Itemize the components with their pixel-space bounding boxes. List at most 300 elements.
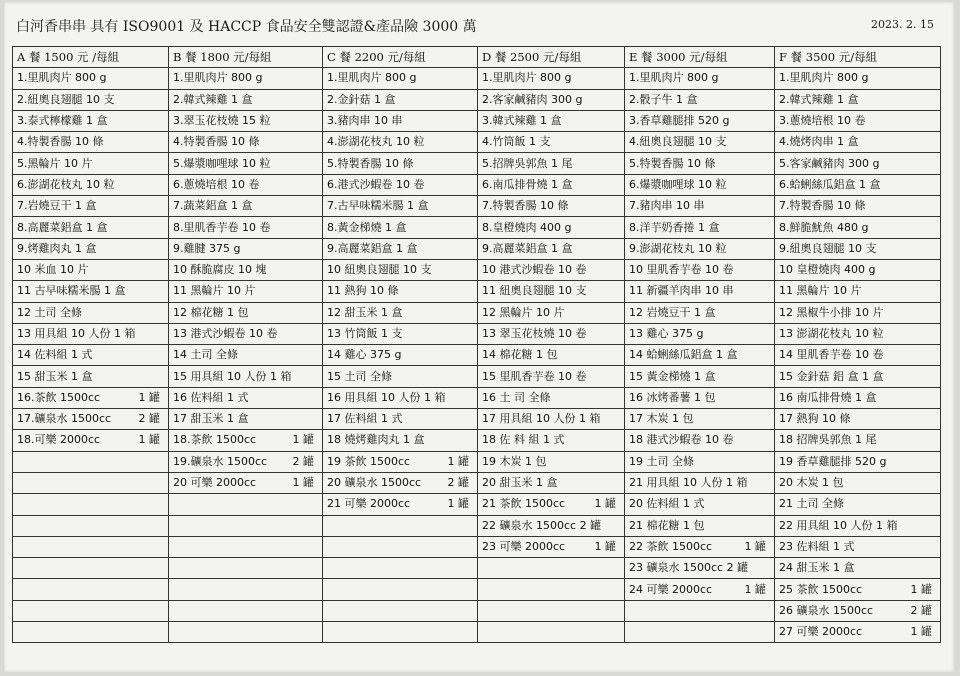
menu-item: [625, 472, 775, 493]
item-text: 4.澎湖花枝丸 10 粒: [327, 135, 425, 149]
menu-item: [169, 387, 323, 408]
item-text: 6.港式沙蝦卷 10 卷: [327, 177, 425, 191]
set-heading: B 餐 1800 元/每組: [169, 47, 323, 68]
table-row: [13, 217, 941, 238]
table-row: [13, 515, 941, 536]
set-heading: F 餐 3500 元/每組: [775, 47, 941, 68]
item-text: 16 土 司 全條: [482, 390, 551, 404]
item-text: 16 佐料組 1 式: [173, 390, 249, 404]
item-text: 15 土司 全條: [327, 369, 392, 383]
item-text: 20 礦泉水 1500cc: [327, 476, 422, 490]
item-text: 20 木炭 1 包: [779, 476, 844, 490]
menu-item: [478, 536, 625, 557]
menu-item: [775, 494, 941, 515]
empty-cell: [13, 451, 169, 472]
item-text: 14 蛤蜊絲瓜鋁盒 1 盒: [629, 348, 738, 362]
menu-item: [169, 110, 323, 131]
item-text: 20 甜玉米 1 盒: [482, 476, 558, 490]
item-text: 1.里肌肉片 800 g: [17, 71, 107, 85]
menu-item: [775, 302, 941, 323]
item-text: 8.皇橙燒肉 400 g: [482, 220, 572, 234]
menu-item: [323, 451, 478, 472]
item-text: 19 茶飲 1500cc: [327, 454, 411, 468]
item-text: 15 甜玉米 1 盒: [17, 369, 93, 383]
item-text: 10 里肌香芋卷 10 卷: [629, 263, 734, 277]
empty-cell: [478, 558, 625, 579]
item-text: 5.黑輪片 10 片: [17, 156, 93, 170]
menu-item: [775, 89, 941, 110]
item-text: 11 新疆羊肉串 10 串: [629, 284, 734, 298]
item-text: 21 棉花糖 1 包: [629, 518, 705, 532]
item-text: 5.特製香腸 10 條: [629, 156, 716, 170]
item-text: 4.特製香腸 10 條: [173, 135, 260, 149]
menu-item: [775, 196, 941, 217]
table-row: [13, 259, 941, 280]
menu-item: [478, 238, 625, 259]
menu-item: [478, 281, 625, 302]
item-text: 19 香草雞腿排 520 g: [779, 454, 887, 468]
table-row: [13, 174, 941, 195]
item-text: 17 用具組 10 人份 1 箱: [482, 412, 601, 426]
item-quantity: 1 罐: [744, 539, 766, 553]
table-row: [13, 387, 941, 408]
menu-item: [323, 387, 478, 408]
menu-item: [478, 89, 625, 110]
menu-item: [625, 323, 775, 344]
menu-item: [775, 345, 941, 366]
empty-cell: [169, 494, 323, 515]
item-text: 1.里肌肉片 800 g: [629, 71, 719, 85]
item-text: 19 木炭 1 包: [482, 454, 547, 468]
menu-item: [478, 409, 625, 430]
menu-item: [323, 153, 478, 174]
item-text: 4.燒烤肉串 1 盒: [779, 135, 859, 149]
item-text: 8.鮮脆魷魚 480 g: [779, 220, 869, 234]
table-row: [13, 600, 941, 621]
menu-item: [478, 217, 625, 238]
item-text: 13 用具組 10 人份 1 箱: [17, 327, 136, 340]
menu-item: [323, 110, 478, 131]
item-text: 12 黑輪片 10 片: [482, 305, 565, 319]
item-text: 12 甜玉米 1 盒: [327, 305, 403, 319]
item-text: 14 佐料組 1 式: [17, 348, 93, 362]
item-text: 11 黑輪片 10 片: [173, 284, 256, 298]
set-heading: E 餐 3000 元/每組: [625, 47, 775, 68]
menu-item: [169, 132, 323, 153]
table-row: [13, 302, 941, 323]
item-text: 23 礦泉水 1500cc 2 罐: [629, 561, 749, 575]
table-row: [13, 153, 941, 174]
table-row: [13, 409, 941, 430]
menu-item: [625, 153, 775, 174]
item-text: 6.澎湖花枝丸 10 粒: [17, 177, 115, 191]
item-text: 11 黑輪片 10 片: [779, 284, 862, 298]
item-text: 18.可樂 2000cc: [17, 433, 101, 447]
menu-item: [625, 132, 775, 153]
item-text: 18 佐 料 組 1 式: [482, 433, 565, 447]
table-row: [13, 430, 941, 451]
menu-item: [478, 345, 625, 366]
item-text: 23 可樂 2000cc: [482, 539, 566, 553]
item-text: 7.古早味糯米腸 1 盒: [327, 199, 429, 213]
item-text: 23 佐料組 1 式: [779, 539, 855, 553]
item-text: 8.洋芋奶香捲 1 盒: [629, 220, 720, 234]
item-text: 4.特製香腸 10 條: [17, 135, 104, 149]
menu-item: [478, 132, 625, 153]
menu-item: [775, 174, 941, 195]
menu-item: [775, 536, 941, 557]
menu-item: [169, 238, 323, 259]
menu-item: [775, 409, 941, 430]
sheet-header: [14, 16, 944, 40]
menu-item: [323, 430, 478, 451]
menu-item: [323, 366, 478, 387]
empty-cell: [169, 622, 323, 643]
item-text: 1.里肌肉片 800 g: [779, 71, 869, 85]
menu-item: [775, 217, 941, 238]
item-text: 8.高麗菜鋁盒 1 盒: [17, 220, 108, 234]
item-text: 15 黃金梯燒 1 盒: [629, 369, 716, 383]
set-heading: C 餐 2200 元/每組: [323, 47, 478, 68]
menu-item: [323, 68, 478, 89]
menu-item: [478, 387, 625, 408]
menu-item: [625, 451, 775, 472]
item-text: 1.里肌肉片 800 g: [482, 71, 572, 85]
menu-item: [625, 366, 775, 387]
item-text: 18 港式沙蝦卷 10 卷: [629, 433, 734, 447]
item-text: 5.特製香腸 10 條: [327, 156, 414, 170]
table-row: [13, 622, 941, 643]
empty-cell: [169, 600, 323, 621]
empty-cell: [323, 579, 478, 600]
menu-item: [169, 217, 323, 238]
item-text: 4.紐奧良翅腿 10 支: [629, 135, 727, 149]
item-text: 3.蔥燒培根 10 卷: [779, 114, 866, 128]
item-text: 18 招牌吳郭魚 1 尾: [779, 433, 877, 447]
table-row: [13, 451, 941, 472]
item-text: 11 古早味糯米腸 1 盒: [17, 284, 126, 298]
item-text: 8.里肌香芋卷 10 卷: [173, 220, 271, 234]
menu-item: [13, 153, 169, 174]
table-row: [13, 366, 941, 387]
menu-item: [478, 259, 625, 280]
menu-item: [323, 132, 478, 153]
menu-item: [13, 259, 169, 280]
menu-item: [323, 174, 478, 195]
item-text: 17 佐料組 1 式: [327, 412, 403, 426]
item-text: 27 可樂 2000cc: [779, 625, 863, 639]
menu-item: [169, 302, 323, 323]
empty-cell: [13, 494, 169, 515]
item-quantity: 1 罐: [447, 454, 469, 468]
item-text: 12 岩燒豆干 1 盒: [629, 305, 716, 319]
table-row: [13, 558, 941, 579]
item-text: 13 竹筒飯 1 支: [327, 327, 403, 340]
item-text: 17 熱狗 10 條: [779, 412, 851, 426]
menu-item: [13, 110, 169, 131]
menu-item: [625, 302, 775, 323]
menu-item: [775, 600, 941, 621]
item-text: 16 用具組 10 人份 1 箱: [327, 390, 446, 404]
item-text: 2.韓式辣雞 1 盒: [779, 92, 859, 106]
item-text: 18.茶飲 1500cc: [173, 433, 257, 447]
item-text: 7.豬肉串 10 串: [629, 199, 705, 213]
menu-item: [775, 387, 941, 408]
table-row: [13, 89, 941, 110]
menu-item: [13, 89, 169, 110]
item-text: 12 黑椒牛小排 10 片: [779, 305, 884, 319]
item-text: 25 茶飲 1500cc: [779, 582, 863, 596]
menu-item: [625, 430, 775, 451]
item-text: 11 熱狗 10 條: [327, 284, 399, 298]
menu-item: [625, 536, 775, 557]
empty-cell: [13, 472, 169, 493]
item-text: 6.蔥燒培根 10 卷: [173, 177, 260, 191]
menu-item: [169, 472, 323, 493]
table-row: [13, 110, 941, 131]
item-text: 9.紐奧良翅腿 10 支: [779, 241, 877, 255]
menu-item: [625, 238, 775, 259]
item-text: 1.里肌肉片 800 g: [173, 71, 263, 85]
menu-item: [169, 366, 323, 387]
item-text: 8.黃金梯燒 1 盒: [327, 220, 407, 234]
menu-item: [625, 515, 775, 536]
item-text: 17 甜玉米 1 盒: [173, 412, 249, 426]
item-text: 20 可樂 2000cc: [173, 476, 257, 490]
menu-item: [323, 302, 478, 323]
item-text: 9.雞腱 375 g: [173, 241, 241, 255]
menu-item: [775, 366, 941, 387]
menu-item: [169, 89, 323, 110]
item-text: 22 用具組 10 人份 1 箱: [779, 518, 898, 532]
item-text: 14 里肌香芋卷 10 卷: [779, 348, 884, 362]
item-text: 22 茶飲 1500cc: [629, 539, 713, 553]
item-text: 24 甜玉米 1 盒: [779, 561, 855, 575]
item-text: 6.爆漿咖哩球 10 粒: [629, 177, 727, 191]
menu-item: [478, 323, 625, 344]
menu-item: [625, 579, 775, 600]
item-text: 20 佐料組 1 式: [629, 497, 705, 511]
menu-item: [323, 89, 478, 110]
item-text: 10 米血 10 片: [17, 263, 89, 277]
item-text: 6.南瓜排骨燒 1 盒: [482, 177, 573, 191]
table-row: [13, 472, 941, 493]
menu-item: [169, 196, 323, 217]
date-label: 2023. 2. 15: [871, 18, 934, 31]
item-quantity: 1 罐: [594, 539, 616, 553]
menu-item: [13, 345, 169, 366]
empty-cell: [625, 600, 775, 621]
item-text: 2.客家鹹豬肉 300 g: [482, 92, 583, 106]
empty-cell: [13, 558, 169, 579]
item-quantity: 1 罐: [594, 497, 616, 511]
menu-item: [775, 515, 941, 536]
empty-cell: [323, 536, 478, 557]
empty-cell: [478, 622, 625, 643]
item-quantity: 1 罐: [447, 497, 469, 511]
menu-item: [323, 259, 478, 280]
menu-item: [478, 515, 625, 536]
menu-item: [775, 430, 941, 451]
menu-item: [775, 68, 941, 89]
menu-item: [775, 451, 941, 472]
menu-item: [169, 451, 323, 472]
empty-cell: [478, 579, 625, 600]
empty-cell: [169, 515, 323, 536]
item-text: 14 棉花糖 1 包: [482, 348, 558, 362]
menu-item: [13, 68, 169, 89]
menu-item: [478, 451, 625, 472]
menu-item: [775, 579, 941, 600]
table-row: [13, 494, 941, 515]
menu-item: [775, 110, 941, 131]
item-text: 9.高麗菜鋁盒 1 盒: [482, 241, 573, 255]
empty-cell: [169, 579, 323, 600]
item-text: 1.里肌肉片 800 g: [327, 71, 417, 85]
menu-item: [169, 409, 323, 430]
table-row: [13, 579, 941, 600]
item-text: 13 雞心 375 g: [629, 327, 704, 340]
empty-cell: [13, 536, 169, 557]
menu-item: [775, 281, 941, 302]
menu-item: [323, 281, 478, 302]
item-text: 5.客家鹹豬肉 300 g: [779, 156, 880, 170]
menu-item: [625, 110, 775, 131]
menu-item: [169, 323, 323, 344]
menu-item: [169, 153, 323, 174]
menu-item: [478, 174, 625, 195]
item-text: 21 土司 全條: [779, 497, 844, 511]
menu-item: [13, 174, 169, 195]
menu-item: [169, 345, 323, 366]
menu-item: [13, 430, 169, 451]
item-text: 21 可樂 2000cc: [327, 497, 411, 511]
menu-item: [625, 345, 775, 366]
menu-item: [625, 409, 775, 430]
menu-item: [775, 472, 941, 493]
table-row: [13, 536, 941, 557]
menu-item: [625, 174, 775, 195]
menu-item: [478, 153, 625, 174]
item-text: 7.特製香腸 10 條: [779, 199, 866, 213]
item-text: 2.骰子牛 1 盒: [629, 92, 698, 106]
item-text: 9.烤雞肉丸 1 盒: [17, 241, 97, 255]
menu-item: [775, 259, 941, 280]
menu-item: [478, 430, 625, 451]
menu-item: [169, 174, 323, 195]
menu-item: [323, 472, 478, 493]
menu-item: [478, 68, 625, 89]
menu-item: [13, 366, 169, 387]
item-text: 7.特製香腸 10 條: [482, 199, 569, 213]
menu-item: [775, 153, 941, 174]
menu-item: [323, 345, 478, 366]
item-quantity: 2 罐: [447, 476, 469, 490]
menu-item: [13, 132, 169, 153]
menu-item: [625, 68, 775, 89]
menu-item: [323, 196, 478, 217]
menu-item: [478, 366, 625, 387]
item-text: 10 港式沙蝦卷 10 卷: [482, 263, 587, 277]
menu-item: [478, 472, 625, 493]
item-quantity: 1 罐: [138, 433, 160, 447]
menu-item: [775, 558, 941, 579]
item-text: 19.礦泉水 1500cc: [173, 454, 268, 468]
item-text: 18 燒烤雞肉丸 1 盒: [327, 433, 425, 447]
item-text: 12 土司 全條: [17, 305, 82, 319]
item-text: 21 用具組 10 人份 1 箱: [629, 476, 748, 490]
table-row: [13, 132, 941, 153]
item-text: 15 用具組 10 人份 1 箱: [173, 369, 292, 383]
table-row: [13, 281, 941, 302]
menu-item: [478, 110, 625, 131]
item-text: 12 棉花糖 1 包: [173, 305, 249, 319]
menu-item: [323, 323, 478, 344]
empty-cell: [13, 622, 169, 643]
item-text: 16.茶飲 1500cc: [17, 390, 101, 404]
item-text: 9.澎湖花枝丸 10 粒: [629, 241, 727, 255]
menu-item: [13, 323, 169, 344]
menu-item: [323, 409, 478, 430]
menu-item: [625, 387, 775, 408]
item-quantity: 1 罐: [910, 582, 932, 596]
item-text: 3.豬肉串 10 串: [327, 114, 403, 128]
item-quantity: 2 罐: [910, 603, 932, 617]
item-quantity: 1 罐: [138, 390, 160, 404]
menu-item: [625, 281, 775, 302]
menu-item: [478, 494, 625, 515]
item-text: 26 礦泉水 1500cc: [779, 603, 874, 617]
empty-cell: [13, 515, 169, 536]
menu-item: [323, 494, 478, 515]
table-row: [13, 68, 941, 89]
empty-cell: [478, 600, 625, 621]
item-text: 5.招牌吳郭魚 1 尾: [482, 156, 573, 170]
menu-item: [13, 409, 169, 430]
item-text: 4.竹筒飯 1 支: [482, 135, 551, 149]
empty-cell: [323, 622, 478, 643]
table-row: [13, 323, 941, 344]
menu-item: [169, 281, 323, 302]
menu-item: [625, 89, 775, 110]
menu-item: [625, 259, 775, 280]
item-text: 22 礦泉水 1500cc 2 罐: [482, 518, 602, 532]
item-text: 11 紐奧良翅腿 10 支: [482, 284, 587, 298]
item-text: 3.泰式檸檬雞 1 盒: [17, 114, 108, 128]
empty-cell: [323, 515, 478, 536]
menu-item: [169, 259, 323, 280]
item-quantity: 2 罐: [292, 454, 314, 468]
set-heading: D 餐 2500 元/每組: [478, 47, 625, 68]
table-row: [13, 196, 941, 217]
item-text: 3.翠玉花枝燒 15 粒: [173, 114, 271, 128]
menu-item: [323, 238, 478, 259]
item-text: 6.蛤蜊絲瓜鋁盒 1 盒: [779, 177, 881, 191]
item-text: 3.韓式辣雞 1 盒: [482, 114, 562, 128]
item-text: 15 金針菇 鋁 盒 1 盒: [779, 369, 884, 383]
item-text: 3.香草雞腿排 520 g: [629, 114, 730, 128]
item-text: 16 南瓜排骨燒 1 盒: [779, 390, 877, 404]
item-text: 5.爆漿咖哩球 10 粒: [173, 156, 271, 170]
item-text: 7.蔬菜鋁盒 1 盒: [173, 199, 253, 213]
menu-item: [478, 302, 625, 323]
item-quantity: 1 罐: [910, 625, 932, 639]
item-text: 2.韓式辣雞 1 盒: [173, 92, 253, 106]
item-text: 2.金針菇 1 盒: [327, 92, 396, 106]
menu-item: [13, 196, 169, 217]
menu-item: [13, 217, 169, 238]
item-text: 15 里肌香芋卷 10 卷: [482, 369, 587, 383]
